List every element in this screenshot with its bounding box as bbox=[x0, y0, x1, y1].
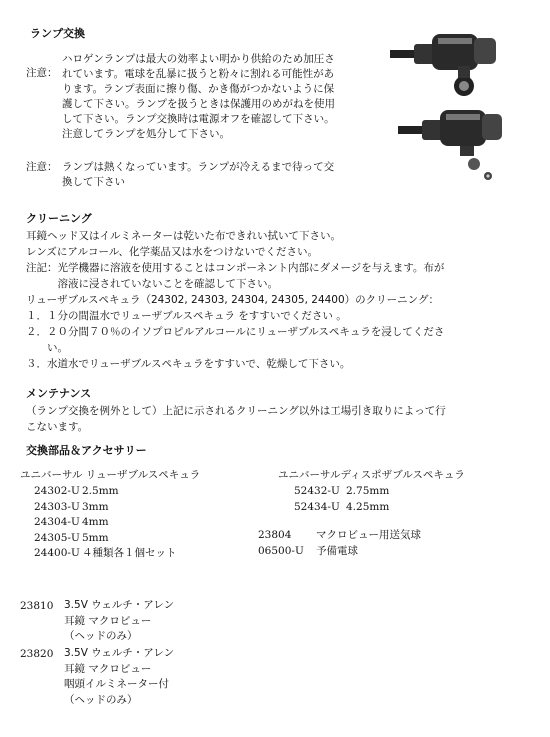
note-label: 注意： bbox=[26, 161, 58, 173]
note-line: ります。ランプ表面に擦り傷、かき傷がつかないように保 bbox=[62, 83, 335, 95]
cleaning-line: ２．２０分間７０％のイソプロピルアルコールにリューザブルスペキュラを浸してくださ bbox=[26, 326, 445, 338]
part-desc: 4mm bbox=[82, 516, 109, 528]
product-code: 23820 bbox=[20, 648, 54, 660]
part-desc: 予備電球 bbox=[316, 545, 358, 557]
reusable-title: ユニバーサル リューザブルスペキュラ bbox=[20, 469, 201, 481]
list-item bbox=[258, 527, 421, 543]
note-line: れています。電球を乱暴に扱うと粉々に割れる可能性があ bbox=[62, 68, 335, 80]
cleaning-line: レンズにアルコール、化学薬品又は水をつけないでください。 bbox=[26, 246, 318, 258]
list-item bbox=[258, 543, 421, 559]
part-code: 24302-U bbox=[34, 485, 80, 497]
lamp-note-1 bbox=[62, 52, 335, 142]
product-code: 23810 bbox=[20, 600, 54, 612]
maintenance-heading: メンテナンス bbox=[26, 387, 92, 400]
part-code: 52434-U bbox=[294, 500, 340, 513]
list-item bbox=[34, 484, 177, 500]
product-line: 咽頭イルミネーター付 bbox=[64, 678, 169, 690]
note-line: して下さい。ランプ交換時は電源オフを確認して下さい。 bbox=[62, 113, 335, 125]
lamp-heading: ランプ交換 bbox=[30, 27, 85, 40]
cleaning-line: リューザブルスペキュラ（24302, 24303, 24304, 24305, 24400）のクリーニング： bbox=[26, 294, 439, 306]
product-line: （ヘッドのみ） bbox=[64, 630, 138, 642]
disposable-title: ユニバーサルディスポザブルスペキュラ bbox=[278, 469, 465, 481]
cleaning-line: 注記：光学機器に溶液を使用することはコンポーネント内部にダメージを与えます。布が bbox=[26, 262, 445, 274]
note-line: ハロゲンランプは最大の効率よい明かり供給のため加圧さ bbox=[62, 53, 335, 65]
product-desc bbox=[64, 646, 174, 708]
part-code: 52432-U bbox=[294, 485, 340, 497]
maintenance-line: （ランプ交換を例外として）上記に示されるクリーニング以外は工場引き取りによって行 bbox=[26, 405, 446, 417]
product-line: 3.5V ウェルチ・アレン bbox=[64, 647, 175, 659]
product-line: 耳鏡 マクロビュー bbox=[64, 662, 152, 675]
product-line: （ヘッドのみ） bbox=[64, 693, 138, 706]
product-line: 耳鏡 マクロビュー bbox=[64, 614, 152, 627]
list-item bbox=[294, 484, 389, 500]
part-desc: 4.25mm bbox=[346, 500, 390, 513]
otoscope-illustration-top bbox=[388, 20, 500, 100]
part-desc: ４種類各１個セット bbox=[82, 547, 177, 559]
note-line: 護して下さい。ランプを扱うときは保護用のめがねを使用 bbox=[62, 98, 335, 110]
maintenance-line: こないます。 bbox=[26, 421, 89, 433]
note-label: 注意： bbox=[26, 67, 58, 79]
part-code: 24303-U bbox=[34, 500, 80, 513]
cleaning-line: １．１分の間温水でリューザブルスペキュラ をすすいでください 。 bbox=[26, 310, 347, 322]
part-code: 24304-U bbox=[34, 516, 80, 528]
note-line: 換して下さい bbox=[62, 176, 125, 188]
disposable-list bbox=[294, 484, 389, 515]
part-desc: 5mm bbox=[82, 531, 109, 544]
cleaning-line: い。 bbox=[26, 342, 68, 354]
lamp-note-2 bbox=[62, 160, 334, 190]
cleaning-body bbox=[26, 228, 444, 372]
maintenance-body bbox=[26, 403, 446, 435]
product-line: 3.5V ウェルチ・アレン bbox=[64, 599, 175, 611]
list-item bbox=[34, 531, 177, 547]
note-line: 注意してランプを処分して下さい。 bbox=[62, 128, 230, 140]
list-item bbox=[294, 500, 389, 516]
note-line: ランプは熱くなっています。ランプが冷えるまで待って交 bbox=[62, 161, 335, 173]
product-desc bbox=[64, 598, 174, 645]
part-code: 24305-U bbox=[34, 531, 80, 544]
part-desc: 2.5mm bbox=[82, 485, 119, 497]
reusable-list bbox=[34, 484, 177, 562]
cleaning-heading: クリーニング bbox=[26, 212, 92, 225]
part-code: 24400-U bbox=[34, 547, 80, 559]
accessory-list bbox=[258, 527, 421, 559]
cleaning-line: ３．水道水でリューザブルスペキュラをすすいで、乾燥して下さい。 bbox=[26, 358, 351, 370]
cleaning-line: 溶液に浸されていないことを確認して下さい。 bbox=[26, 278, 278, 290]
part-desc: 2.75mm bbox=[346, 485, 390, 497]
part-code: 06500-U bbox=[258, 545, 304, 557]
parts-heading: 交換部品＆アクセサリー bbox=[26, 444, 147, 457]
list-item bbox=[34, 500, 177, 516]
cleaning-line: 耳鏡ヘッド又はイルミネーターは乾いた布できれい拭いて下さい。 bbox=[26, 230, 341, 242]
part-code: 23804 bbox=[258, 529, 292, 541]
list-item bbox=[34, 546, 177, 562]
list-item bbox=[34, 515, 177, 531]
part-desc: マクロビュー用送気球 bbox=[316, 529, 421, 541]
part-desc: 3mm bbox=[82, 500, 109, 513]
otoscope-illustration-bottom bbox=[396, 102, 508, 182]
